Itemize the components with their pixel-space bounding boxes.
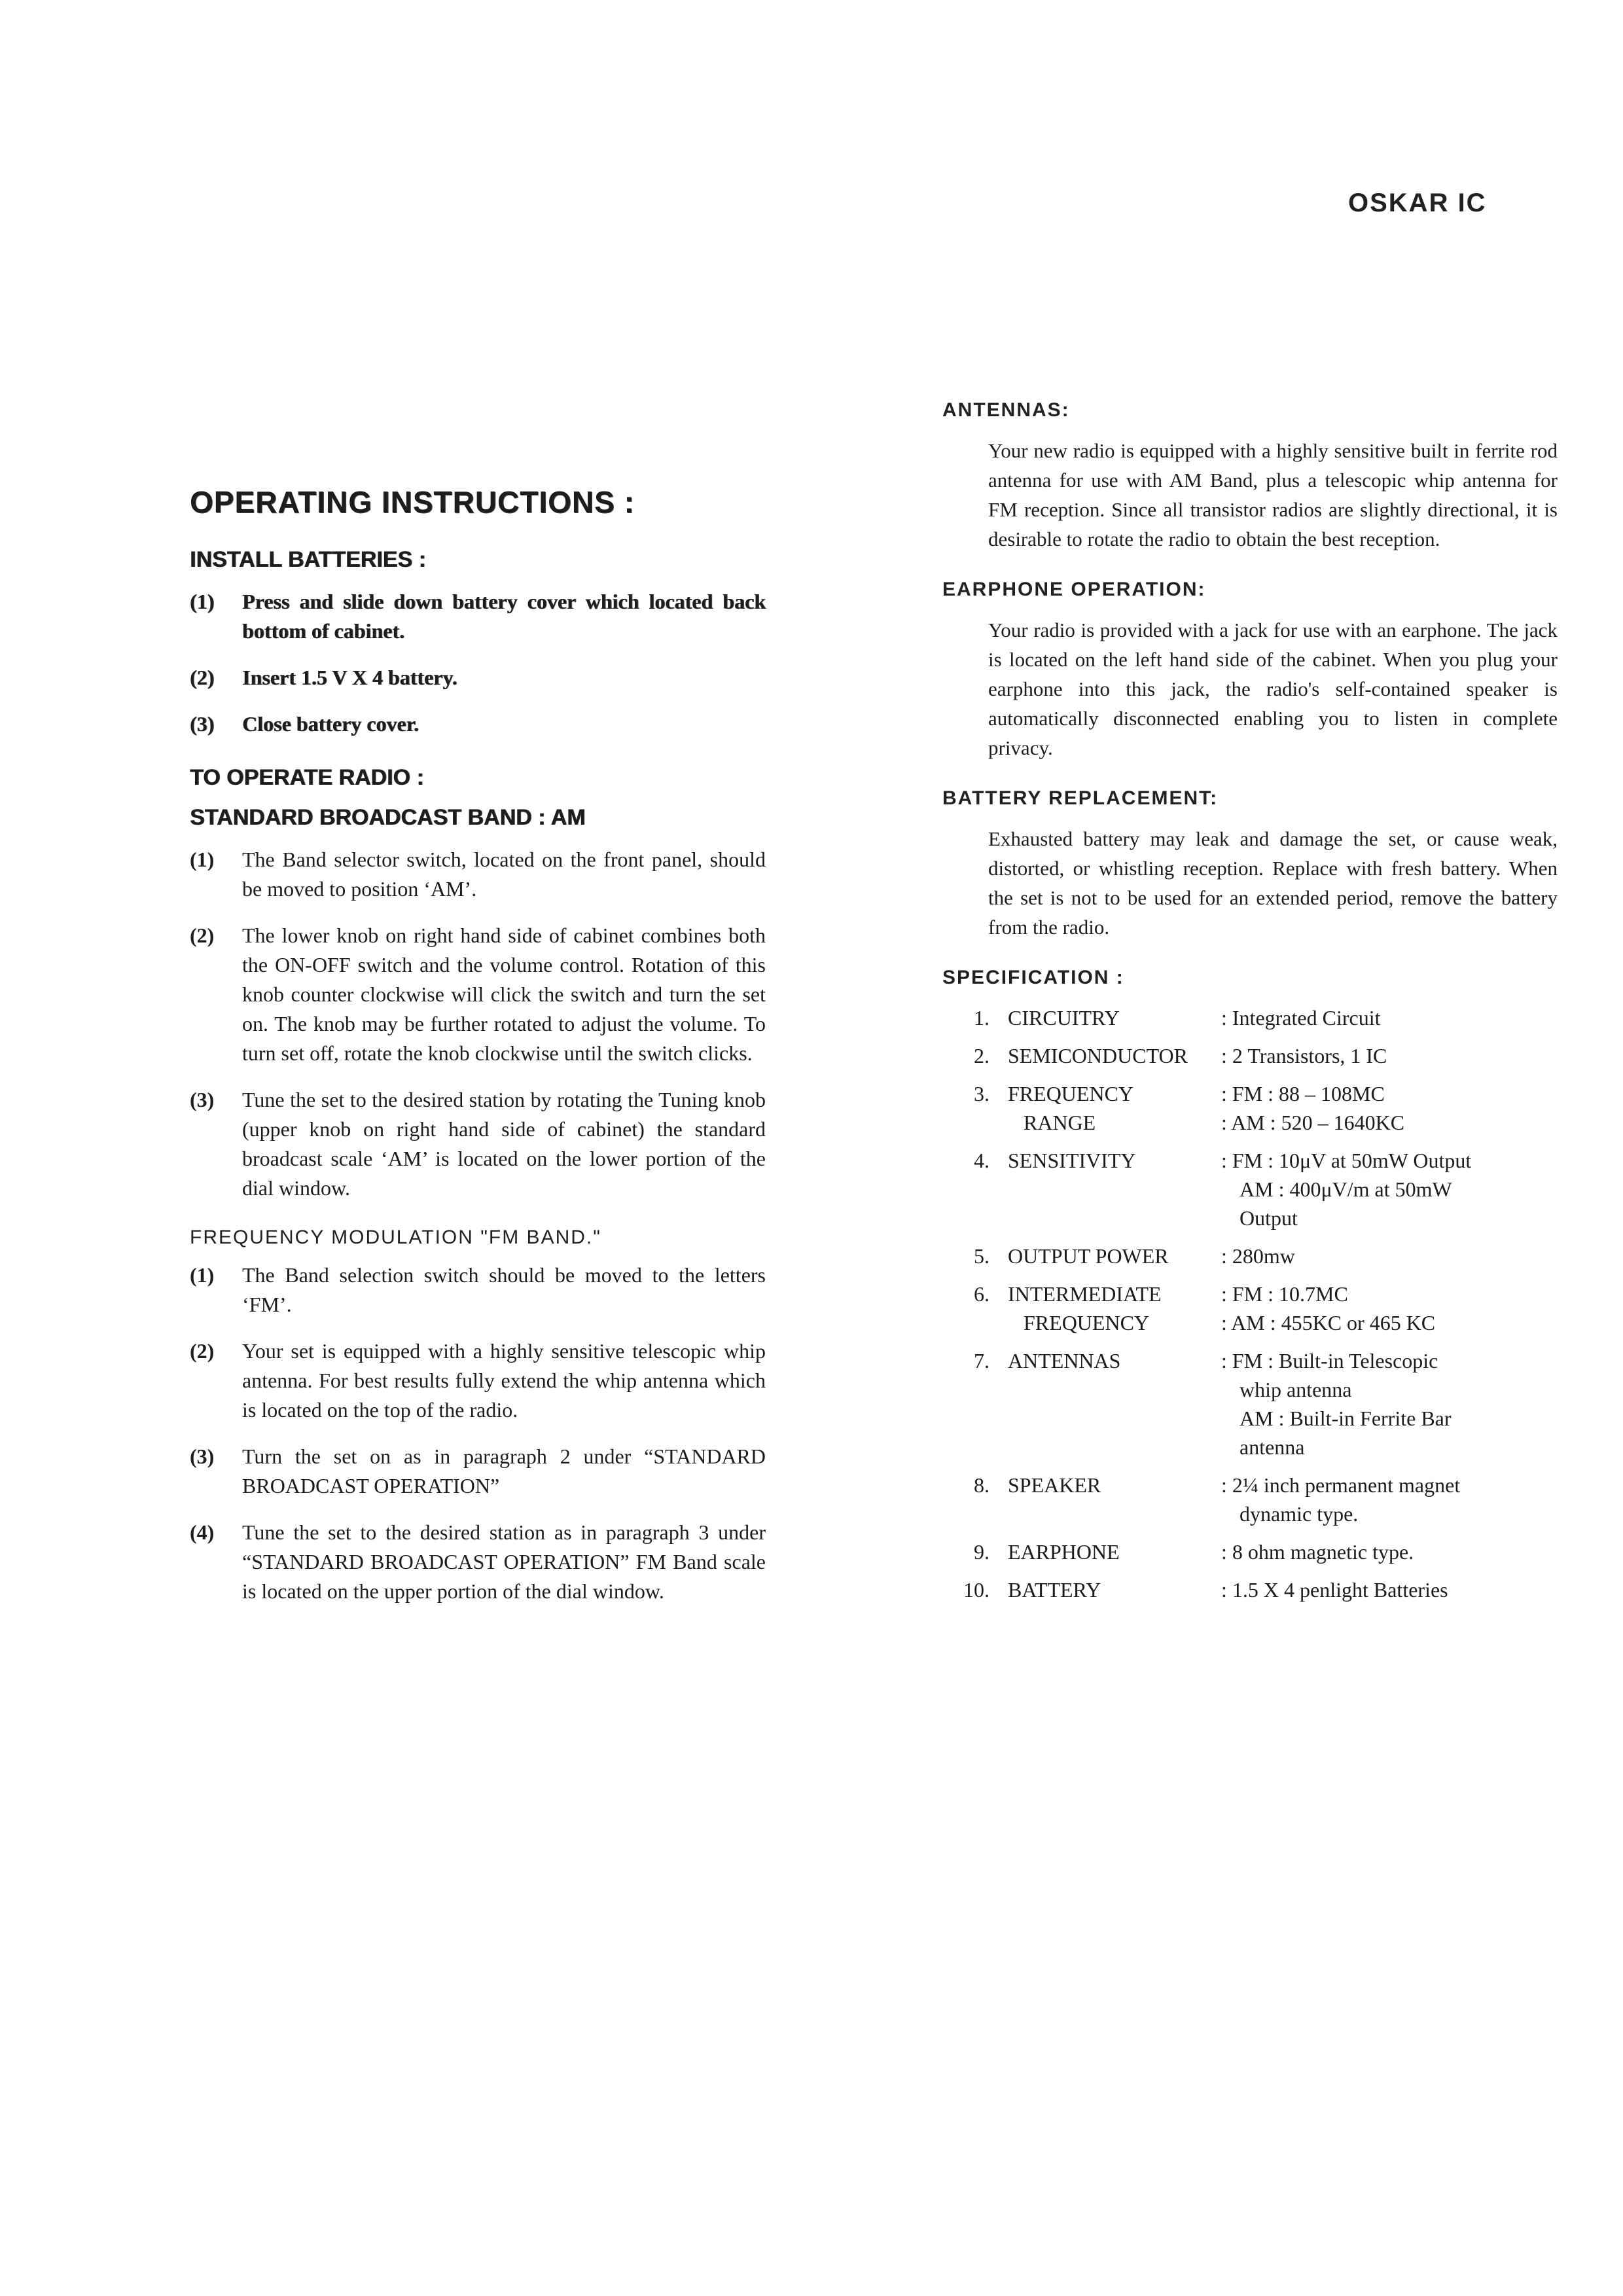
spec-value xyxy=(1217,1079,1518,1146)
spec-value-line: : FM : 10μV at 50mW Output xyxy=(1221,1149,1472,1172)
battery-text: Exhausted battery may leak and damage the set, or cause weak, distorted, or whistling reception. Replace with fresh battery. When the set is not to be used for an extended period, remove the battery from the radio. xyxy=(988,827,1558,939)
spec-key-line: FREQUENCY xyxy=(1008,1082,1134,1105)
spec-key-line: ANTENNAS xyxy=(1008,1349,1121,1372)
list-item xyxy=(190,1336,766,1425)
spec-key xyxy=(999,1280,1217,1346)
earphone-text: Your radio is provided with a jack for use with an earphone. The jack is located on the left hand side of the cabinet. When you plug your earphone into this jack, the radio's self-contained speaker is automatically disconnected enabling you to listen in complete privacy. xyxy=(988,619,1558,759)
spec-value-line: : Integrated Circuit xyxy=(1221,1006,1381,1030)
spec-row xyxy=(942,1041,1518,1079)
spec-value xyxy=(1217,1003,1518,1041)
spec-value-line: : 1.5 X 4 penlight Batteries xyxy=(1221,1578,1448,1602)
standard-band-heading: STANDARD BROADCAST BAND : AM xyxy=(190,805,586,830)
list-item xyxy=(190,709,766,739)
spec-value-line: : FM : 88 – 108MC xyxy=(1221,1082,1385,1105)
spec-row xyxy=(942,1537,1518,1575)
spec-number: 2. xyxy=(974,1044,990,1067)
list-item xyxy=(190,1518,766,1606)
list-item xyxy=(190,587,766,646)
list-item xyxy=(190,1085,766,1203)
item-text: Press and slide down battery cover which located back bottom of cabinet. xyxy=(242,590,766,643)
fm-band-heading: FREQUENCY MODULATION "FM BAND." xyxy=(190,1227,601,1248)
specification-heading: SPECIFICATION : xyxy=(942,967,1124,988)
item-number: (3) xyxy=(190,1444,215,1468)
item-number: (2) xyxy=(190,1339,215,1363)
left-column xyxy=(190,484,766,1623)
spec-key-line: CIRCUITRY xyxy=(1008,1006,1120,1030)
operate-radio-heading: TO OPERATE RADIO : xyxy=(190,765,424,790)
spec-key-line: RANGE xyxy=(1024,1111,1096,1134)
item-text: Tune the set to the desired station as in paragraph 3 under “STANDARD BROADCAST OPERATION” FM Band scale is located on the upper portion of the dial window. xyxy=(242,1520,766,1603)
spec-row xyxy=(942,1346,1518,1471)
item-text: Your set is equipped with a highly sensitive telescopic whip antenna. For best results fully extend the whip antenna which is located on the top of the radio. xyxy=(242,1339,766,1422)
list-item xyxy=(190,663,766,692)
spec-key xyxy=(999,1003,1217,1041)
spec-row xyxy=(942,1079,1518,1146)
spec-key xyxy=(999,1575,1217,1613)
item-number: (2) xyxy=(190,924,215,947)
spec-key-line: INTERMEDIATE xyxy=(1008,1282,1162,1306)
spec-key xyxy=(999,1471,1217,1537)
item-number: (1) xyxy=(190,848,215,871)
spec-key xyxy=(999,1041,1217,1079)
antennas-heading: ANTENNAS: xyxy=(942,399,1070,421)
spec-value xyxy=(1217,1242,1518,1280)
spec-key xyxy=(999,1146,1217,1242)
spec-number: 5. xyxy=(974,1244,990,1268)
brand-title: OSKAR IC xyxy=(1348,188,1487,217)
spec-row xyxy=(942,1280,1518,1346)
spec-value-line: Output xyxy=(1240,1206,1298,1230)
item-text: The lower knob on right hand side of cabinet combines both the ON-OFF switch and the volume control. Rotation of this knob counter clockwise will click the switch and turn the set on. The knob may be further rotated to adjust the volume. To turn set off, rotate the knob clockwise until the switch clicks. xyxy=(242,924,766,1065)
spec-value-line: : 280mw xyxy=(1221,1244,1295,1268)
spec-value-line: : 8 ohm magnetic type. xyxy=(1221,1540,1414,1564)
spec-value-line: antenna xyxy=(1240,1435,1305,1459)
spec-key xyxy=(999,1537,1217,1575)
spec-value xyxy=(1217,1537,1518,1575)
list-item xyxy=(190,1261,766,1319)
spec-key-line: BATTERY xyxy=(1008,1578,1101,1602)
spec-value-line: AM : Built-in Ferrite Bar xyxy=(1240,1407,1452,1430)
item-number: (3) xyxy=(190,1088,215,1111)
fm-band-list xyxy=(190,1261,766,1606)
spec-number: 4. xyxy=(974,1149,990,1172)
item-number: (2) xyxy=(190,666,215,689)
spec-value xyxy=(1217,1146,1518,1242)
operate-radio-list xyxy=(190,845,766,1203)
operating-instructions-title: OPERATING INSTRUCTIONS : xyxy=(190,485,635,519)
spec-number: 6. xyxy=(974,1282,990,1306)
item-number: (1) xyxy=(190,590,215,613)
antennas-text: Your new radio is equipped with a highly sensitive built in ferrite rod antenna for use with AM Band, plus a telescopic whip antenna for FM reception. Since all transistor radios are slightly directional, it is desirable to rotate the radio to obtain the best reception. xyxy=(988,439,1558,550)
spec-value xyxy=(1217,1471,1518,1537)
spec-number: 9. xyxy=(974,1540,990,1564)
spec-key xyxy=(999,1242,1217,1280)
item-number: (4) xyxy=(190,1520,215,1544)
spec-key-line: SEMICONDUCTOR xyxy=(1008,1044,1188,1067)
spec-number: 3. xyxy=(974,1082,990,1105)
spec-value-line: : 2¼ inch permanent magnet xyxy=(1221,1473,1461,1497)
right-column xyxy=(942,399,1558,1613)
item-text: The Band selection switch should be moved to the letters ‘FM’. xyxy=(242,1263,766,1316)
install-batteries-heading: INSTALL BATTERIES : xyxy=(190,547,426,572)
spec-row xyxy=(942,1146,1518,1242)
spec-key xyxy=(999,1079,1217,1146)
spec-number: 7. xyxy=(974,1349,990,1372)
spec-key-line: EARPHONE xyxy=(1008,1540,1120,1564)
spec-number: 10. xyxy=(963,1578,990,1602)
spec-value xyxy=(1217,1575,1518,1613)
spec-key-line: FREQUENCY xyxy=(1024,1311,1150,1335)
spec-value-line: : AM : 455KC or 465 KC xyxy=(1221,1311,1436,1335)
spec-value xyxy=(1217,1280,1518,1346)
spec-number: 1. xyxy=(974,1006,990,1030)
spec-value xyxy=(1217,1041,1518,1079)
item-text: The Band selector switch, located on the front panel, should be moved to position ‘AM’. xyxy=(242,848,766,901)
spec-value xyxy=(1217,1346,1518,1471)
item-number: (1) xyxy=(190,1263,215,1287)
spec-value-line: : AM : 520 – 1640KC xyxy=(1221,1111,1405,1134)
battery-heading: BATTERY REPLACEMENT: xyxy=(942,787,1219,809)
item-text: Close battery cover. xyxy=(242,712,419,736)
install-batteries-list xyxy=(190,587,766,739)
spec-number: 8. xyxy=(974,1473,990,1497)
spec-row xyxy=(942,1242,1518,1280)
spec-row xyxy=(942,1471,1518,1537)
item-text: Insert 1.5 V X 4 battery. xyxy=(242,666,457,689)
list-item xyxy=(190,845,766,904)
spec-row xyxy=(942,1003,1518,1041)
spec-value-line: dynamic type. xyxy=(1240,1502,1359,1526)
spec-value-line: : FM : Built-in Telescopic xyxy=(1221,1349,1438,1372)
spec-value-line: : FM : 10.7MC xyxy=(1221,1282,1348,1306)
specification-table xyxy=(942,1003,1518,1613)
item-text: Turn the set on as in paragraph 2 under “STANDARD BROADCAST OPERATION” xyxy=(242,1444,766,1498)
spec-row xyxy=(942,1575,1518,1613)
earphone-heading: EARPHONE OPERATION: xyxy=(942,579,1206,600)
spec-key-line: SENSITIVITY xyxy=(1008,1149,1136,1172)
spec-key-line: SPEAKER xyxy=(1008,1473,1101,1497)
spec-key xyxy=(999,1346,1217,1471)
item-number: (3) xyxy=(190,712,215,736)
list-item xyxy=(190,1442,766,1501)
spec-value-line: AM : 400μV/m at 50mW xyxy=(1240,1177,1452,1201)
list-item xyxy=(190,921,766,1068)
item-text: Tune the set to the desired station by rotating the Tuning knob (upper knob on right hand side of cabinet) the standard broadcast scale ‘AM’ is located on the lower portion of the dial window. xyxy=(242,1088,766,1200)
spec-value-line: whip antenna xyxy=(1240,1378,1352,1401)
spec-key-line: OUTPUT POWER xyxy=(1008,1244,1169,1268)
spec-value-line: : 2 Transistors, 1 IC xyxy=(1221,1044,1387,1067)
